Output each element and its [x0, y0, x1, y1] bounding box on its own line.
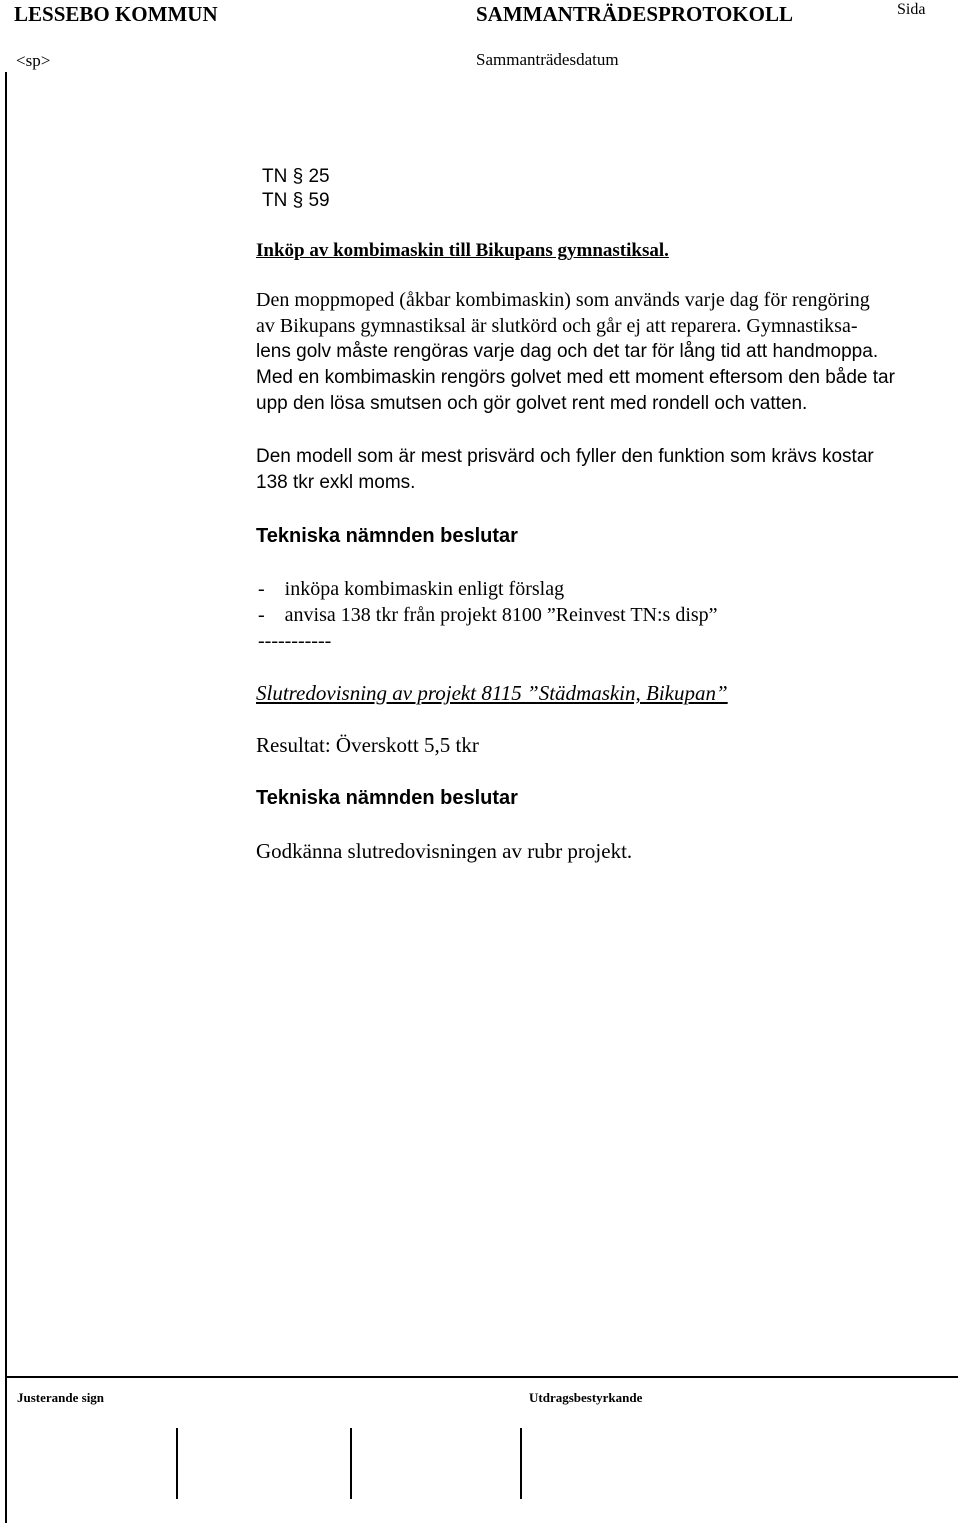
sign-label: Justerande sign — [17, 1390, 105, 1405]
meeting-date-label: Sammanträdesdatum — [476, 50, 619, 69]
decision-heading: Tekniska nämnden beslutar — [256, 787, 518, 809]
decision-text: Godkänna slutredovisningen av rubr projekt. — [256, 839, 633, 863]
separator-dashes: ----------- — [258, 630, 332, 652]
body-paragraph — [256, 444, 946, 496]
text-line: upp den lösa smutsen och gör golvet rent med rondell och vatten. — [256, 393, 808, 414]
text-line: Den moppmoped (åkbar kombimaskin) som används varje dag för rengöring — [256, 289, 870, 311]
org-code: <sp> — [16, 51, 51, 70]
text-line: av Bikupans gymnastiksal är slutkörd och går ej att reparera. Gymnastiksa- — [256, 315, 858, 337]
section-title: Inköp av kombimaskin till Bikupans gymnastiksal. — [256, 240, 669, 261]
signature-box-divider — [350, 1428, 352, 1499]
signature-box-divider — [176, 1428, 178, 1499]
left-margin-line — [5, 72, 7, 1523]
paragraph-ref: TN § 59 — [262, 190, 330, 211]
signature-box-divider — [520, 1428, 522, 1499]
list-text: inköpa kombimaskin enligt förslag — [284, 578, 565, 600]
list-text: anvisa 138 tkr från projekt 8100 ”Reinvest TN:s disp” — [284, 604, 718, 626]
text-line: lens golv måste rengöras varje dag och det tar för lång tid att handmoppa. — [256, 341, 879, 362]
list-dash: - — [258, 604, 265, 626]
paragraph-ref: TN § 25 — [262, 166, 330, 187]
municipality-name: LESSEBO KOMMUN — [14, 2, 218, 26]
paragraph-refs — [262, 165, 330, 213]
list-item — [258, 576, 718, 602]
result-text: Resultat: Överskott 5,5 tkr — [256, 733, 479, 757]
decision-list — [258, 576, 718, 654]
certify-label: Utdragsbestyrkande — [529, 1390, 643, 1405]
list-item — [258, 602, 718, 628]
decision-heading: Tekniska nämnden beslutar — [256, 525, 518, 547]
section-title: Slutredovisning av projekt 8115 ”Städmaskin, Bikupan” — [256, 681, 728, 705]
document-type: SAMMANTRÄDESPROTOKOLL — [476, 2, 793, 26]
text-line: Den modell som är mest prisvärd och fyller den funktion som krävs kostar — [256, 446, 874, 467]
list-dash: - — [258, 578, 265, 600]
page-label: Sida — [897, 1, 926, 18]
text-line: Med en kombimaskin rengörs golvet med ett moment eftersom den både tar — [256, 367, 895, 388]
footer-divider — [5, 1376, 958, 1378]
body-paragraph — [256, 287, 946, 417]
text-line: 138 tkr exkl moms. — [256, 472, 416, 493]
